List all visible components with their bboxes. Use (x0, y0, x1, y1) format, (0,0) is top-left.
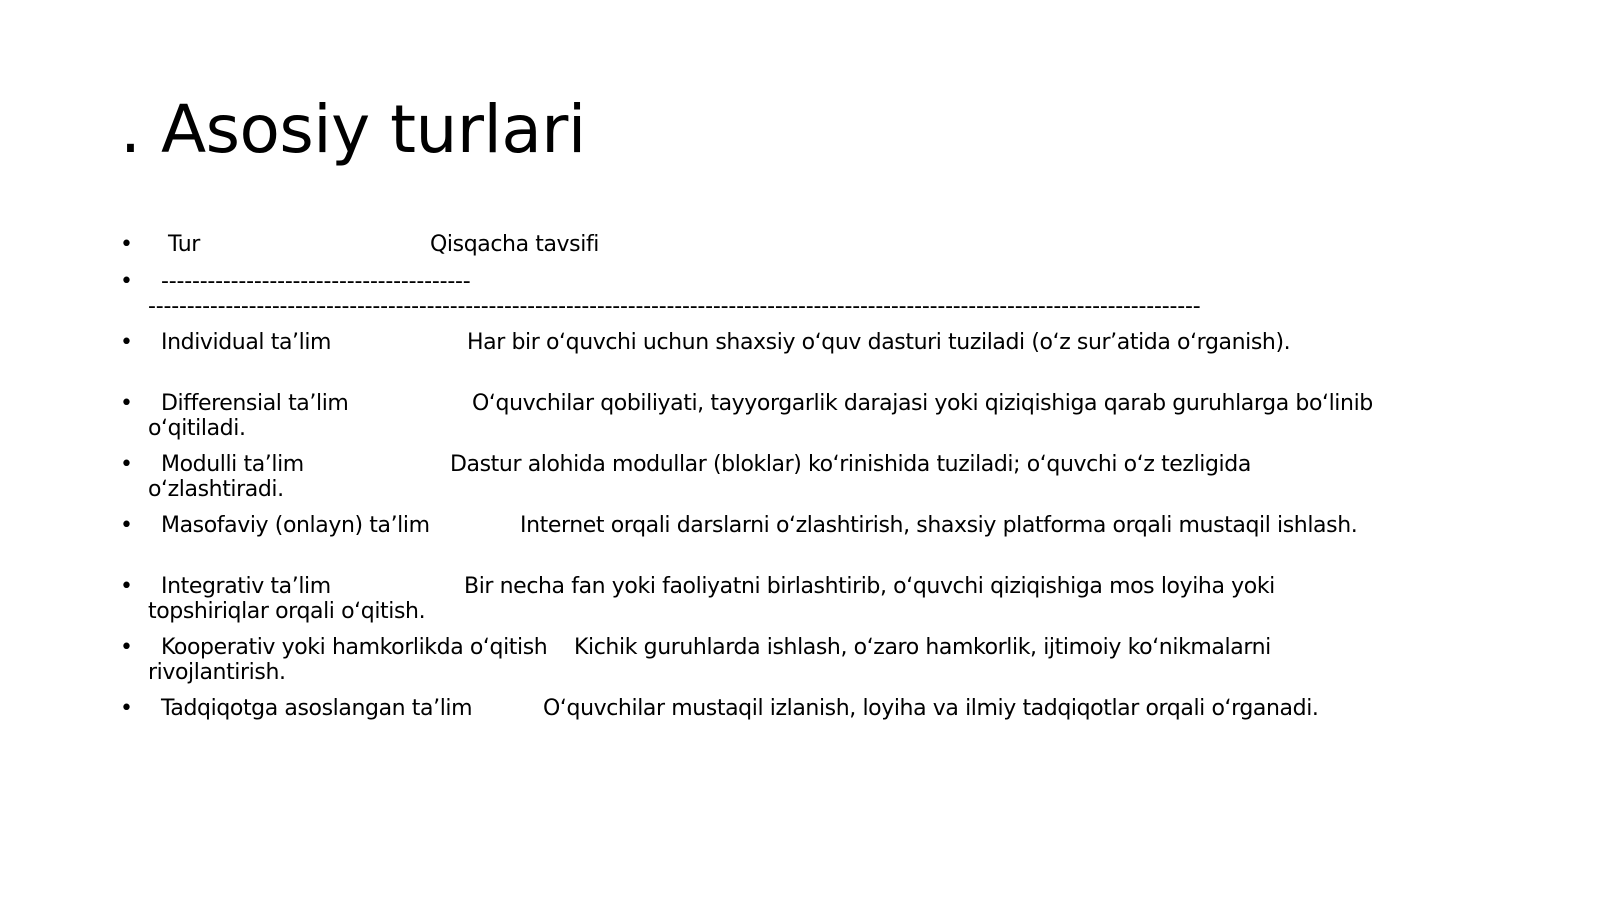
row-description-continued: oʻqitiladi. (148, 416, 246, 441)
bullet-icon: • (120, 391, 133, 416)
bullet-icon: • (120, 232, 133, 257)
slide-body (120, 232, 1480, 757)
row-description: Oʻquvchilar qobiliyati, tayyorgarlik darajasi yoki qiziqishiga qarab guruhlarga boʻlinib (472, 391, 1373, 416)
row-description: Internet orqali darslarni oʻzlashtirish, shaxsiy platforma orqali mustaqil ishlash. (520, 513, 1358, 538)
row-type: Kooperativ yoki hamkorlikda oʻqitish (161, 635, 548, 660)
bullet-icon: • (120, 574, 133, 599)
row-description: Oʻquvchilar mustaqil izlanish, loyiha va ilmiy tadqiqotlar orqali oʻrganadi. (543, 696, 1319, 721)
table-row (120, 513, 1480, 574)
row-type: Tadqiqotga asoslangan ta’lim (161, 696, 473, 721)
bullet-icon: • (120, 635, 133, 660)
header-type: Tur (168, 232, 200, 257)
row-description: Bir necha fan yoki faoliyatni birlashtirib, oʻquvchi qiziqishiga mos loyiha yoki (464, 574, 1275, 599)
separator-row (120, 269, 1480, 330)
slide-title: . Asosiy turlari (120, 91, 586, 168)
table-row (120, 452, 1480, 513)
header-description: Qisqacha tavsifi (430, 232, 600, 257)
row-description-continued: topshiriqlar orqali oʻqitish. (148, 599, 426, 624)
table-row (120, 696, 1480, 757)
row-description: Kichik guruhlarda ishlash, oʻzaro hamkorlik, ijtimoiy koʻnikmalarni (574, 635, 1271, 660)
row-type: Differensial ta’lim (161, 391, 349, 416)
bullet-icon: • (120, 269, 133, 294)
table-header-row (120, 232, 1480, 269)
table-row (120, 391, 1480, 452)
row-description: Dastur alohida modullar (bloklar) koʻrinishida tuziladi; oʻquvchi oʻz tezligida (450, 452, 1251, 477)
row-type: Integrativ ta’lim (161, 574, 331, 599)
row-description-continued: oʻzlashtiradi. (148, 477, 284, 502)
row-description: Har bir oʻquvchi uchun shaxsiy oʻquv dasturi tuziladi (oʻz sur’atida oʻrganish). (467, 330, 1291, 355)
separator-short: ---------------------------------------- (161, 269, 471, 294)
table-row (120, 330, 1480, 391)
table-row (120, 574, 1480, 635)
row-description-continued: rivojlantirish. (148, 660, 286, 685)
bullet-icon: • (120, 330, 133, 355)
separator-long: ---------------------------------------------------------------------------------------------------------------------------------------- (148, 294, 1201, 319)
row-type: Masofaviy (onlayn) ta’lim (161, 513, 430, 538)
bullet-icon: • (120, 696, 133, 721)
row-type: Individual ta’lim (161, 330, 332, 355)
row-type: Modulli ta’lim (161, 452, 304, 477)
bullet-icon: • (120, 513, 133, 538)
table-row (120, 635, 1480, 696)
bullet-icon: • (120, 452, 133, 477)
